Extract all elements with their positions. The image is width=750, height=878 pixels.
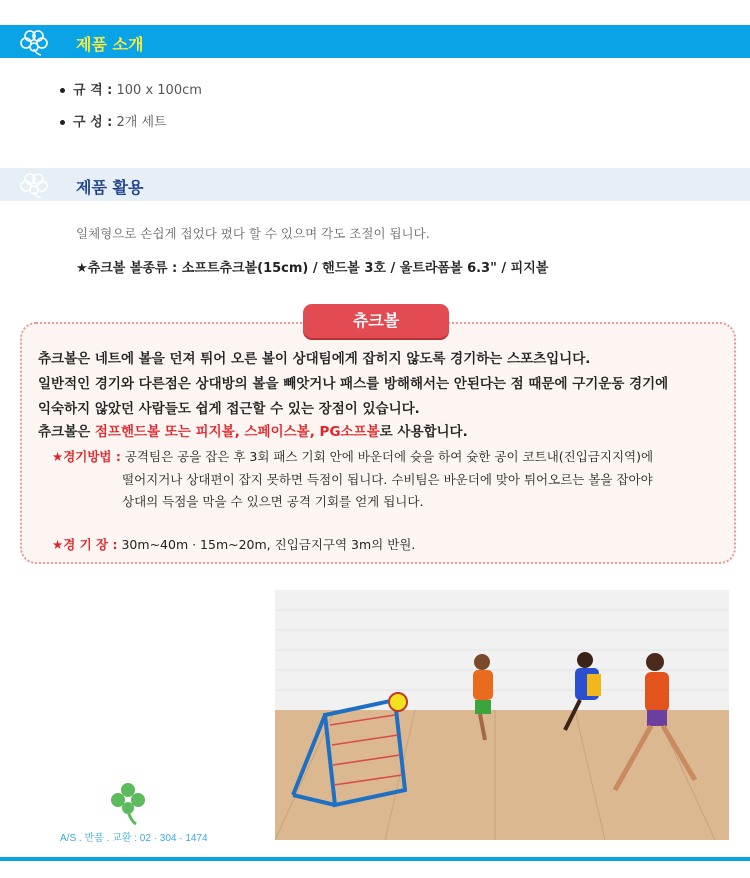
bullet-icon	[60, 88, 65, 93]
section-title: 제품 활용	[76, 178, 144, 197]
section-header-product-usage	[0, 168, 750, 201]
bullet-icon	[60, 120, 65, 125]
svg-text:에: 에	[52, 787, 81, 822]
usage-highlight: 점프핸드볼 또는 피지볼, 스페이스볼, PG소프볼	[94, 424, 380, 440]
spec-value: 2개 세트	[116, 115, 167, 130]
ball-icon	[389, 693, 407, 711]
spec-composition	[60, 111, 167, 130]
info-paragraph: 익숙하지 않았던 사람들도 쉽게 접근할 수 있는 장점이 있습니다.	[38, 401, 420, 417]
svg-text:터: 터	[184, 783, 213, 818]
ball-types: ★츄크볼 볼종류 : 소프트츄크볼(15cm) / 핸드볼 3호 / 울트라폼볼 6.3" / 피지볼	[76, 261, 549, 276]
clover-icon	[111, 783, 145, 824]
info-paragraph: 일반적인 경기와 다른점은 상대방의 볼을 빼앗거나 패스를 방해해서는 안된다는 점 때문에 구기운동 경기에	[38, 376, 669, 392]
section-header-product-intro	[0, 25, 750, 58]
spec-label: 구 성 :	[73, 115, 113, 130]
method-line: 공격팀은 공을 잡은 후 3회 패스 기회 안에 바운더에 슛을 하여 슛한 공이 코트내(진입금지지역)에	[124, 449, 654, 464]
clover-icon	[16, 170, 56, 200]
contact-info: A/S . 반품 . 교환 : 02 · 304 · 1474	[60, 833, 208, 844]
spec-size	[60, 79, 202, 98]
info-box-title: 츄크볼	[303, 304, 449, 338]
game-method	[52, 447, 653, 465]
footer-divider	[0, 857, 750, 861]
clover-icon	[16, 27, 56, 57]
svg-text:듀: 듀	[82, 787, 111, 822]
usage-suffix: 로 사용합니다.	[379, 424, 468, 440]
method-label: ★경기방법 :	[52, 449, 121, 464]
info-paragraph: 츄크볼은 네트에 볼을 던져 튀어 오른 볼이 상대팀에게 잡히지 않도록 경기하는 스포츠입니다.	[38, 351, 591, 367]
field-value: 30m~40m · 15m~20m, 진입금지구역 3m의 반원.	[121, 537, 416, 552]
method-line: 상대의 득점을 막을 수 있으면 공격 기회를 얻게 됩니다.	[122, 494, 424, 509]
game-field	[52, 535, 415, 553]
section-title: 제품 소개	[76, 35, 144, 54]
spec-value: 100 x 100cm	[116, 83, 202, 98]
spec-label: 규 격 :	[73, 83, 113, 98]
product-photo	[275, 590, 729, 840]
svg-text:꿈: 꿈	[148, 783, 177, 818]
info-usage-line	[38, 420, 468, 440]
usage-description: 일체형으로 손쉽게 접었다 폈다 할 수 있으며 각도 조절이 됩니다.	[76, 226, 430, 241]
field-label: ★경 기 장 :	[52, 537, 118, 552]
method-line: 떨어지거나 상대편이 잡지 못하면 득점이 됩니다. 수비팀은 바운더에 맞아 튀어오르는 볼을 잡아야	[122, 472, 653, 487]
usage-prefix: 츄크볼은	[38, 424, 95, 440]
